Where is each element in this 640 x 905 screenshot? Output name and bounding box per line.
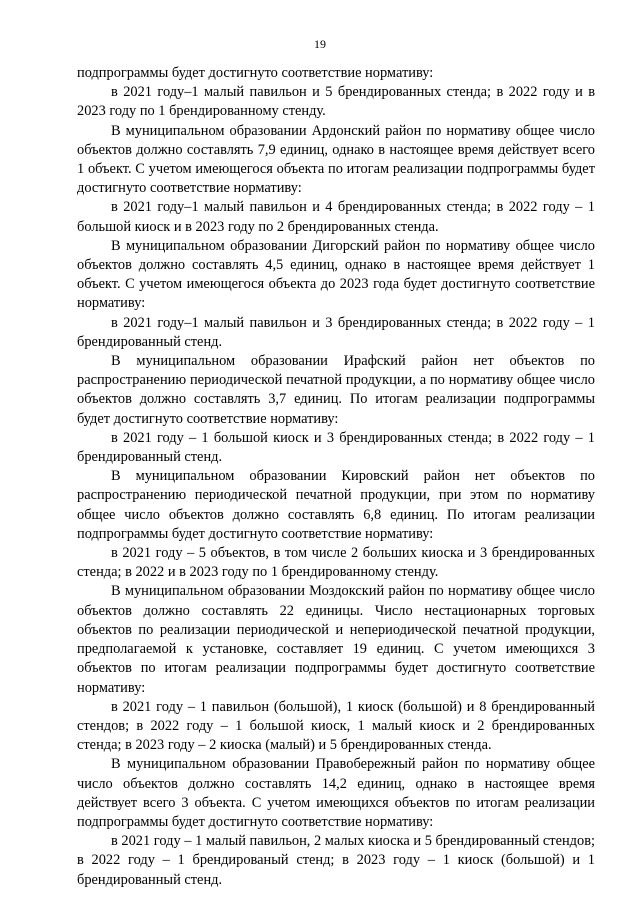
- paragraph: В муниципальном образовании Правобережный район по нормативу общее число объектов должно составлять 14,2 единиц, однако в настоящее время действует всего 3 объекта. С учетом имеющихся объектов по итогам реализации подпрограммы будет достигнуто соответствие нормативу:: [77, 756, 595, 830]
- paragraph: в 2021 году – 5 объектов, в том числе 2 больших киоска и 3 брендированных стенда; в 2022 и в 2023 году по 1 брендированному стенду.: [77, 545, 595, 581]
- paragraph: в 2021 году–1 малый павильон и 5 брендированных стенда; в 2022 году и в 2023 году по 1 брендированному стенду.: [77, 84, 595, 120]
- paragraph: В муниципальном образовании Дигорский район по нормативу общее число объектов должно составлять 4,5 единиц, однако в настоящее время действует 1 объект. С учетом имеющегося объекта до 2023 года будет достигнуто соответствие нормативу:: [77, 237, 595, 312]
- document-body: [77, 64, 595, 890]
- paragraph: В муниципальном образовании Ирафский район нет объектов по распространению периодической печатной продукции, а по нормативу общее число объектов должно составлять 3,7 единиц. По итогам реализации подпрограммы будет достигнуто соответствие нормативу:: [77, 353, 595, 427]
- paragraph: в 2021 году–1 малый павильон и 4 брендированных стенда; в 2022 году – 1 большой киоск и в 2023 году по 2 брендированных стенда.: [77, 199, 595, 235]
- paragraph: в 2021 году – 1 большой киоск и 3 брендированных стенда; в 2022 году – 1 брендированный стенд.: [77, 429, 595, 466]
- paragraph: подпрограммы будет достигнуто соответствие нормативу:: [77, 65, 434, 81]
- paragraph: В муниципальном образовании Кировский район нет объектов по распространению периодической печатной продукции, при этом по нормативу общее число объектов должно составлять 6,8 единиц. По итогам реализации подпрограммы будет достигнуто соответствие нормативу:: [77, 468, 595, 542]
- paragraph: в 2021 году – 1 малый павильон, 2 малых киоска и 5 брендированный стендов; в 2022 году – 1 брендированый стенд; в 2023 году – 1 киоск (большой) и 1 брендированный стенд.: [77, 833, 595, 888]
- paragraph: В муниципальном образовании Ардонский район по нормативу общее число объектов должно составлять 7,9 единиц, однако в настоящее время действует всего 1 объект. С учетом имеющегося объекта по итогам реализации подпрограммы будет достигнуто соответствие нормативу:: [77, 122, 595, 197]
- paragraph: В муниципальном образовании Моздокский район по нормативу общее число объектов должно составлять 22 единицы. Число нестационарных торговых объектов по реализации периодической и непериодической печатной продукции, предполагаемой к установке, составляет 19 единиц. С учетом имеющихся 3 объектов по итогам реализации подпрограммы будет достигнуто соответствие нормативу:: [77, 583, 595, 696]
- page-number: 19: [314, 37, 326, 51]
- paragraph: в 2021 году – 1 павильон (большой), 1 киоск (большой) и 8 брендированный стендов; в 2022 году – 1 большой киоск, 1 малый киоск и 2 брендированных стенда; в 2023 году – 2 киоска (малый) и 5 брендированных стенда.: [77, 698, 595, 754]
- paragraph: в 2021 году–1 малый павильон и 3 брендированных стенда; в 2022 году – 1 брендированный стенд.: [77, 314, 595, 350]
